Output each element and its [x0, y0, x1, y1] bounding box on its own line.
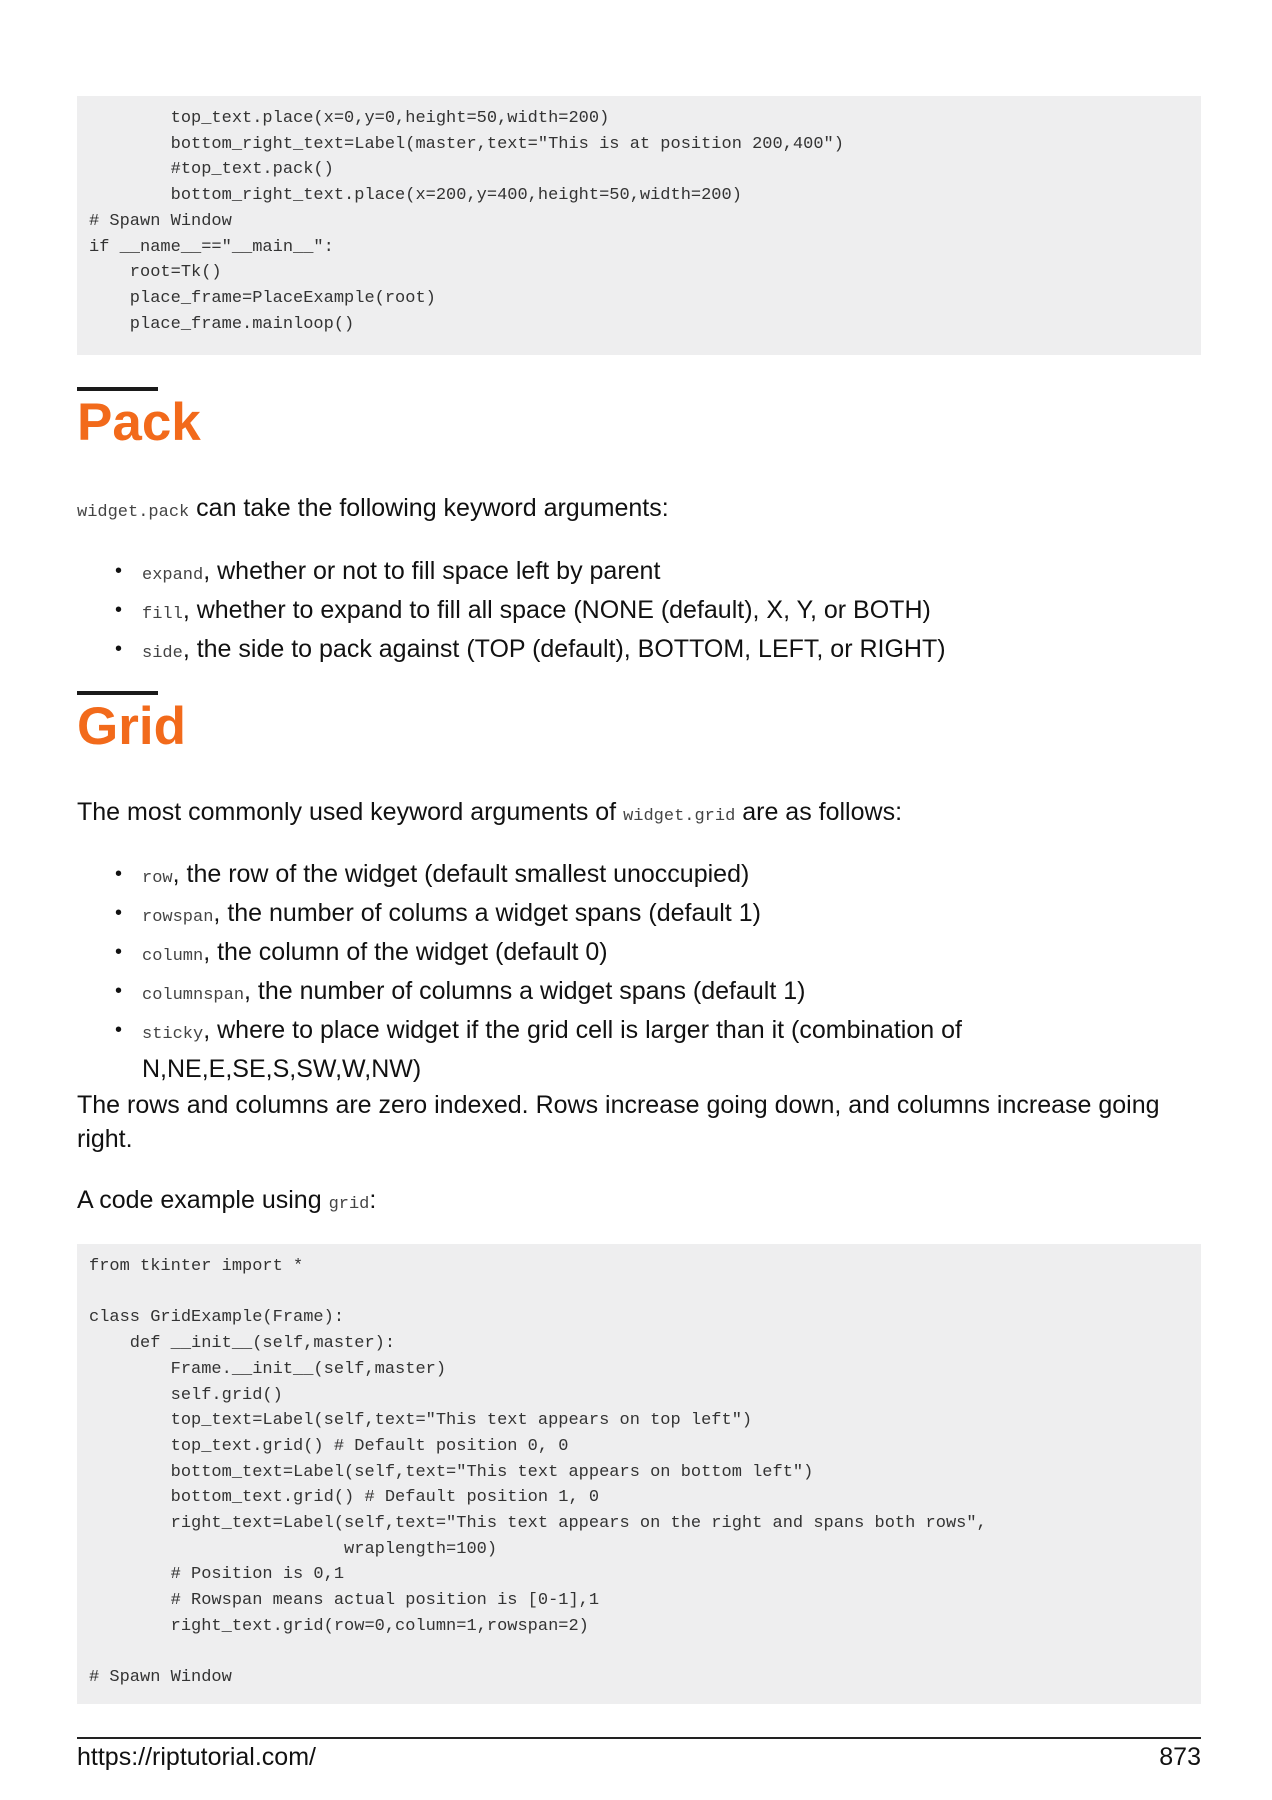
code-line: right_text=Label(self,text="This text appears on the right and spans both rows",	[89, 1514, 987, 1534]
list-item	[77, 896, 1037, 935]
footer-rule	[77, 1737, 1201, 1739]
inline-code: fill	[142, 605, 183, 624]
inline-code: sticky	[142, 1025, 204, 1044]
code-line: if __name__=="__main__":	[89, 237, 334, 257]
code-line: right_text.grid(row=0,column=1,rowspan=2)	[89, 1616, 589, 1636]
list-item-text: , the row of the widget (default smallest unoccupied)	[172, 860, 750, 888]
pack-heading-rule	[77, 387, 158, 391]
list-item	[77, 935, 1037, 974]
code-line: top_text.grid() # Default position 0, 0	[89, 1436, 569, 1456]
grid-intro-after: are as follows:	[735, 798, 903, 826]
pack-intro	[77, 491, 1201, 530]
pack-heading: Pack	[77, 393, 201, 452]
grid-intro	[77, 795, 1201, 834]
code-line: # Spawn Window	[89, 1668, 232, 1688]
code-line: top_text=Label(self,text="This text appears on top left")	[89, 1411, 753, 1431]
inline-code: column	[142, 947, 204, 966]
list-item	[77, 1013, 1037, 1086]
pack-arguments-list	[77, 554, 1201, 671]
code-line: self.grid()	[89, 1385, 283, 1405]
code-line: bottom_text=Label(self,text="This text appears on bottom left")	[89, 1462, 814, 1482]
code-line: #top_text.pack()	[89, 160, 334, 180]
code-line: # Spawn Window	[89, 211, 232, 231]
inline-code: widget.grid	[623, 807, 736, 826]
code-line: class GridExample(Frame):	[89, 1308, 345, 1328]
code-line: place_frame=PlaceExample(root)	[89, 288, 436, 308]
inline-code: widget.pack	[77, 503, 190, 522]
grid-heading: Grid	[77, 697, 186, 756]
code-line: # Rowspan means actual position is [0-1],1	[89, 1591, 600, 1611]
code-line: root=Tk()	[89, 263, 222, 283]
grid-heading-rule	[77, 691, 158, 695]
code-line: def __init__(self,master):	[89, 1334, 396, 1354]
code-text	[89, 1254, 1189, 1691]
code-line: bottom_right_text=Label(master,text="This is at position 200,400")	[89, 134, 844, 154]
code-line: Frame.__init__(self,master)	[89, 1359, 447, 1379]
list-item	[77, 593, 1201, 632]
inline-code: grid	[328, 1195, 370, 1214]
code-text	[89, 106, 1189, 337]
list-item	[77, 632, 1201, 671]
list-item-text: , the column of the widget (default 0)	[203, 938, 608, 966]
code-line: bottom_text.grid() # Default position 1, 0	[89, 1488, 600, 1508]
list-item-text: , the number of columns a widget spans (default 1)	[244, 977, 806, 1005]
list-item-text: , the number of colums a widget spans (default 1)	[213, 899, 761, 927]
list-item	[77, 554, 1201, 593]
code-example-intro	[77, 1183, 1201, 1222]
pack-intro-text: can take the following keyword arguments:	[189, 494, 669, 522]
list-item-text: , where to place widget if the grid cell is larger than it (combination of N,NE,E,SE,S,SW,W,NW)	[142, 1016, 962, 1083]
code-line: # Position is 0,1	[89, 1565, 345, 1585]
example-intro-after: :	[369, 1186, 377, 1214]
inline-code: row	[142, 869, 173, 888]
code-line: place_frame.mainloop()	[89, 314, 355, 334]
page-number: 873	[1159, 1743, 1201, 1771]
code-line: top_text.place(x=0,y=0,height=50,width=200)	[89, 109, 610, 128]
list-item-text: , whether to expand to fill all space (NONE (default), X, Y, or BOTH)	[182, 596, 931, 624]
inline-code: side	[142, 644, 183, 663]
grid-arguments-list	[77, 857, 1037, 1086]
inline-code: rowspan	[142, 908, 214, 927]
list-item-text: , whether or not to fill space left by parent	[203, 557, 661, 585]
list-item	[77, 857, 1037, 896]
footer-url-link[interactable]: https://riptutorial.com/	[77, 1743, 316, 1771]
code-line: wraplength=100)	[89, 1539, 498, 1559]
list-item	[77, 974, 1037, 1013]
code-line: from tkinter import *	[89, 1257, 304, 1276]
code-block-place-example	[77, 96, 1201, 355]
inline-code: columnspan	[142, 986, 245, 1005]
example-intro-before: A code example using	[77, 1186, 329, 1214]
grid-intro-before: The most commonly used keyword arguments of	[77, 798, 624, 826]
list-item-text: , the side to pack against (TOP (default), BOTTOM, LEFT, or RIGHT)	[182, 635, 946, 663]
code-line: bottom_right_text.place(x=200,y=400,height=50,width=200)	[89, 186, 742, 206]
code-block-grid-example	[77, 1244, 1201, 1704]
inline-code: expand	[142, 566, 204, 585]
zero-index-paragraph: The rows and columns are zero indexed. Rows increase going down, and columns increase going right.	[77, 1091, 1160, 1153]
